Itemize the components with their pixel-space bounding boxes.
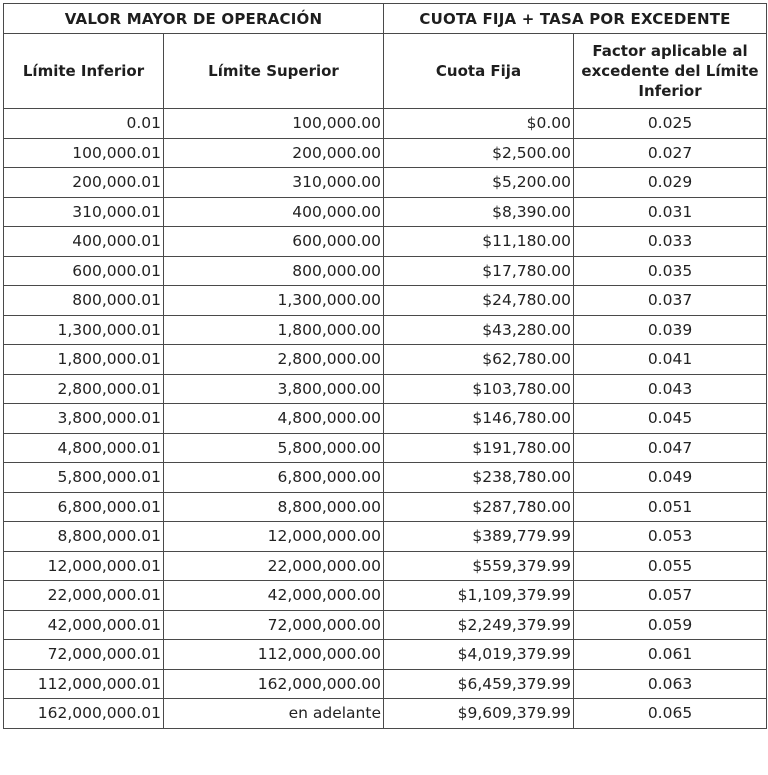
table-row [4,492,767,522]
cell-cuota-fija: $17,780.00 [384,256,574,286]
cell-factor: 0.055 [574,551,767,581]
table-row [4,551,767,581]
cell-limite-superior: 6,800,000.00 [164,463,384,493]
cell-factor: 0.061 [574,640,767,670]
cell-cuota-fija: $559,379.99 [384,551,574,581]
cell-limite-inferior: 1,300,000.01 [4,315,164,345]
cell-limite-inferior: 6,800,000.01 [4,492,164,522]
table-row [4,522,767,552]
table-header [4,4,767,109]
cell-limite-superior: 42,000,000.00 [164,581,384,611]
cell-factor: 0.043 [574,374,767,404]
table-row [4,197,767,227]
table-row [4,433,767,463]
cell-limite-superior: 600,000.00 [164,227,384,257]
cell-cuota-fija: $2,249,379.99 [384,610,574,640]
cell-limite-superior: 200,000.00 [164,138,384,168]
cell-cuota-fija: $238,780.00 [384,463,574,493]
table-row [4,286,767,316]
cell-cuota-fija: $2,500.00 [384,138,574,168]
cell-cuota-fija: $146,780.00 [384,404,574,434]
cell-limite-superior: 8,800,000.00 [164,492,384,522]
cell-limite-superior: en adelante [164,699,384,729]
rate-table [3,3,767,729]
cell-limite-superior: 22,000,000.00 [164,551,384,581]
cell-limite-inferior: 12,000,000.01 [4,551,164,581]
cell-factor: 0.045 [574,404,767,434]
table-row [4,640,767,670]
cell-limite-inferior: 112,000,000.01 [4,669,164,699]
cell-factor: 0.035 [574,256,767,286]
table-body [4,109,767,729]
table-row [4,315,767,345]
cell-factor: 0.039 [574,315,767,345]
table-row [4,463,767,493]
cell-limite-inferior: 72,000,000.01 [4,640,164,670]
cell-limite-inferior: 22,000,000.01 [4,581,164,611]
cell-factor: 0.049 [574,463,767,493]
table-row [4,404,767,434]
cell-limite-inferior: 800,000.01 [4,286,164,316]
cell-limite-inferior: 1,800,000.01 [4,345,164,375]
cell-limite-superior: 400,000.00 [164,197,384,227]
cell-factor: 0.033 [574,227,767,257]
cell-limite-inferior: 400,000.01 [4,227,164,257]
group-header-valor: VALOR MAYOR DE OPERACIÓN [4,4,384,34]
cell-cuota-fija: $11,180.00 [384,227,574,257]
table-row [4,699,767,729]
cell-limite-inferior: 100,000.01 [4,138,164,168]
cell-factor: 0.041 [574,345,767,375]
cell-limite-inferior: 4,800,000.01 [4,433,164,463]
cell-factor: 0.063 [574,669,767,699]
cell-cuota-fija: $287,780.00 [384,492,574,522]
cell-limite-inferior: 2,800,000.01 [4,374,164,404]
table-row [4,168,767,198]
cell-limite-superior: 1,800,000.00 [164,315,384,345]
cell-limite-superior: 1,300,000.00 [164,286,384,316]
cell-limite-inferior: 5,800,000.01 [4,463,164,493]
cell-factor: 0.053 [574,522,767,552]
cell-limite-inferior: 200,000.01 [4,168,164,198]
cell-cuota-fija: $24,780.00 [384,286,574,316]
cell-factor: 0.031 [574,197,767,227]
table-row [4,138,767,168]
cell-factor: 0.047 [574,433,767,463]
table-row [4,669,767,699]
table-row [4,610,767,640]
cell-factor: 0.059 [574,610,767,640]
group-header-cuota: CUOTA FIJA + TASA POR EXCEDENTE [384,4,767,34]
cell-limite-inferior: 600,000.01 [4,256,164,286]
cell-limite-superior: 100,000.00 [164,109,384,139]
cell-limite-superior: 3,800,000.00 [164,374,384,404]
cell-limite-superior: 162,000,000.00 [164,669,384,699]
cell-cuota-fija: $1,109,379.99 [384,581,574,611]
cell-cuota-fija: $389,779.99 [384,522,574,552]
cell-limite-superior: 310,000.00 [164,168,384,198]
cell-cuota-fija: $62,780.00 [384,345,574,375]
cell-factor: 0.065 [574,699,767,729]
cell-factor: 0.057 [574,581,767,611]
column-header-cuota-fija: Cuota Fija [384,34,574,109]
table-row [4,345,767,375]
cell-limite-inferior: 0.01 [4,109,164,139]
cell-factor: 0.025 [574,109,767,139]
table-row [4,581,767,611]
cell-cuota-fija: $43,280.00 [384,315,574,345]
group-header-row [4,4,767,34]
column-header-limite-superior: Límite Superior [164,34,384,109]
cell-cuota-fija: $4,019,379.99 [384,640,574,670]
cell-cuota-fija: $0.00 [384,109,574,139]
cell-limite-superior: 800,000.00 [164,256,384,286]
table-row [4,256,767,286]
cell-limite-inferior: 8,800,000.01 [4,522,164,552]
table-row [4,109,767,139]
cell-limite-inferior: 42,000,000.01 [4,610,164,640]
cell-cuota-fija: $103,780.00 [384,374,574,404]
cell-limite-superior: 4,800,000.00 [164,404,384,434]
cell-limite-superior: 12,000,000.00 [164,522,384,552]
cell-limite-inferior: 310,000.01 [4,197,164,227]
column-header-factor: Factor aplicable al excedente del Límite Inferior [574,34,767,109]
cell-cuota-fija: $191,780.00 [384,433,574,463]
cell-limite-superior: 2,800,000.00 [164,345,384,375]
column-header-limite-inferior: Límite Inferior [4,34,164,109]
cell-factor: 0.029 [574,168,767,198]
cell-cuota-fija: $9,609,379.99 [384,699,574,729]
cell-limite-inferior: 162,000,000.01 [4,699,164,729]
cell-factor: 0.037 [574,286,767,316]
table-row [4,227,767,257]
table-row [4,374,767,404]
cell-cuota-fija: $8,390.00 [384,197,574,227]
cell-factor: 0.027 [574,138,767,168]
cell-factor: 0.051 [574,492,767,522]
cell-cuota-fija: $6,459,379.99 [384,669,574,699]
cell-limite-superior: 5,800,000.00 [164,433,384,463]
cell-limite-superior: 72,000,000.00 [164,610,384,640]
column-header-row [4,34,767,109]
cell-limite-superior: 112,000,000.00 [164,640,384,670]
cell-cuota-fija: $5,200.00 [384,168,574,198]
cell-limite-inferior: 3,800,000.01 [4,404,164,434]
